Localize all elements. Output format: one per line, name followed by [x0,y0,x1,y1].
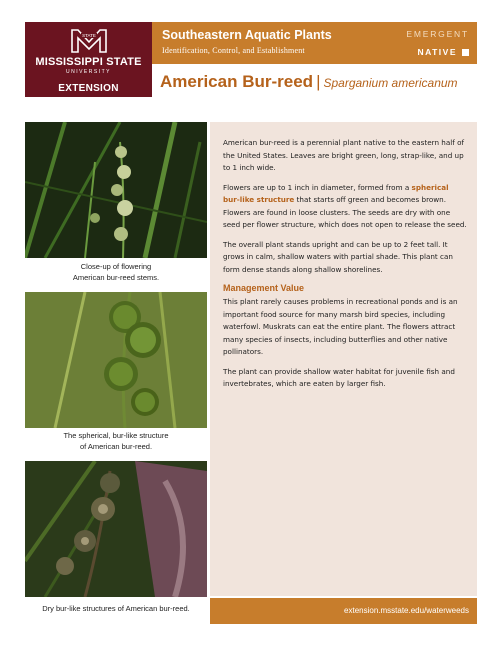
description-panel [210,122,477,596]
photo-caption-3 [25,604,207,615]
series-subtitle: Identification, Control, and Establishment [162,46,305,55]
msu-extension-logo [25,22,152,97]
photo-caption-1 [25,262,207,283]
footer-bar [210,598,477,624]
photo-dry-bur-structures [25,461,207,597]
caption-3-line-1: Dry bur-like structures of American bur-reed. [42,604,190,613]
common-name: American Bur-reed [160,72,314,91]
photo-flowering-stems [25,122,207,258]
status-label [417,47,469,57]
paragraph-habitat: The overall plant stands upright and can be up to 2 feet tall. It grows in calm, shallow waters with partial shade. This plant can form dense stands along shallow shorelines. [223,239,453,274]
scientific-name: Sparganium americanum [323,76,458,90]
caption-2-line-2: of American bur-reed. [79,441,153,451]
highlight-spherical-structure: spherical bur-like structure [223,182,449,204]
series-banner [152,22,477,64]
management-value-heading: Management Value [223,283,305,293]
paragraph-description: American bur-reed is a perennial plant native to the eastern half of the United States. Leaves are bright green, long, strap-like, and up to 1 inch wide. [223,138,465,172]
square-icon [462,49,469,56]
series-title: Southeastern Aquatic Plants [162,28,332,42]
caption-2-line-1: The spherical, bur-like structure [63,431,169,440]
category-label: EMERGENT [406,29,469,39]
logo-university-label: UNIVERSITY [65,69,111,75]
flowers-text-end: that starts off green and becomes brown. Flowers are found in loose clusters. The seeds are dry with one seed per flower structure, which does not open to release the seed. [223,195,467,229]
logo-extension-label: EXTENSION [58,83,119,94]
paragraph-management: This plant rarely causes problems in recreational ponds and is an important food source for many marsh bird species, including waterfowl. Muskrats can eat the entire plant. The flowers attract many species of insects, including butterflies and other native pollinators. [223,297,458,356]
photo-caption-2 [25,431,207,452]
svg-text:STATE: STATE [81,33,96,38]
logo-university-name: MISSISSIPPI STATE [35,56,142,68]
msu-m-icon [70,29,108,53]
paragraph-flowers [223,182,467,232]
flowers-text-start: Flowers are up to 1 inch in diameter, formed from a [223,182,412,192]
title-separator: | [316,72,321,91]
page-title [160,72,458,98]
footer-url-link[interactable]: extension.msstate.edu/waterweeds [344,606,469,615]
caption-1-line-1: Close-up of flowering [80,262,152,271]
caption-1-line-2: American bur-reed stems. [72,272,160,282]
photo-bur-structure [25,292,207,428]
paragraph-fish-habitat: The plant can provide shallow water habitat for juvenile fish and invertebrates, which are eaten by larger fish. [223,366,455,388]
status-text: NATIVE [417,47,457,57]
